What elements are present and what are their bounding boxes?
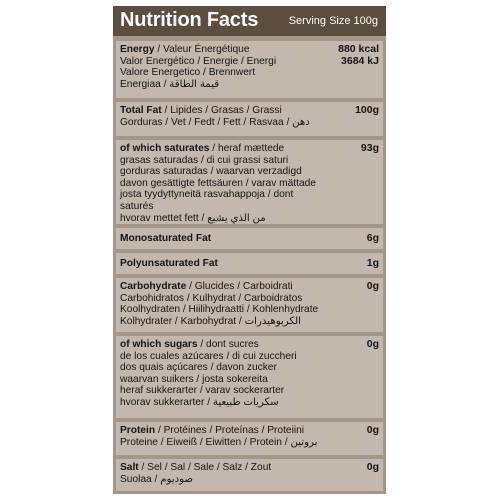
nutrient-translations: / Valeur Énergétique Valor Energético / Energie / Energi Valore Energetico / Brennwert Energiaa / قيمة الطاقة xyxy=(120,44,277,90)
nutrient-value: 100g xyxy=(355,104,379,116)
nutrient-value: 0g xyxy=(366,424,379,436)
nutrient-value: 1g xyxy=(366,257,379,269)
nutrient-name: of which saturates xyxy=(120,143,210,154)
nutrient-label xyxy=(120,44,328,90)
nutrient-translations: / Lipides / Grasas / Grassi Gorduras / Vet / Fedt / Fett / Rasvaa / دهن xyxy=(120,105,310,128)
nutrient-name: Monosaturated Fat xyxy=(120,233,212,244)
nutrition-title: Nutrition Facts xyxy=(120,9,259,31)
nutrient-value: 93g xyxy=(360,142,379,154)
nutrient-value: 0g xyxy=(366,338,379,350)
nutrient-name: Energy xyxy=(120,44,155,55)
nutrient-translations: / Sel / Sal / Sale / Salz / Zout Suolaa / صوديوم xyxy=(120,462,272,485)
nutrient-label xyxy=(120,339,328,409)
nutrient-value: 0g xyxy=(366,461,379,473)
nutrient-translations: / heraf mættede grasas saturadas / di cui grassi saturi gorduras saturadas / waarvan verzadigd davon gesättigte fettsäuren / varav mättade josta tyydyttyneitä rasvahappoja / dont saturés hvorav mettet fett / من الذي يشبع xyxy=(120,143,316,224)
nutrient-name: Total Fat xyxy=(120,105,162,116)
nutrition-header xyxy=(113,6,386,36)
nutrient-row-saturates xyxy=(116,140,383,224)
nutrient-label xyxy=(120,105,328,128)
nutrient-row-energy xyxy=(116,41,383,98)
nutrient-label xyxy=(120,143,328,224)
nutrient-translations: / Glucides / Carboidrati Carbohidratos / Kulhydrat / Carboidratos Koolhydraten / Hiilihydraatti / Kohlenhydrate Kolhydrater / Karbohydrat / الكربوهيدرات xyxy=(120,281,319,327)
nutrient-label xyxy=(120,258,328,270)
nutrient-value: 880 kcal 3684 kJ xyxy=(338,43,379,67)
nutrient-value: 6g xyxy=(366,232,379,244)
nutrient-translations: / dont sucres de los cuales azúcares / di cui zuccheri dos quais açúcares / davon zucker waarvan suikers / josta sokereita heraf sukkerarter / varav sockerarter hvorav sukkerarter / سكريات طبيعية xyxy=(120,339,297,408)
nutrient-translations: / Protéines / Proteínas / Proteiini Proteine / Eiweiß / Eiwitten / Protein / بروتين xyxy=(120,425,318,448)
nutrient-label xyxy=(120,462,328,485)
nutrient-row-salt xyxy=(116,459,383,491)
nutrient-row-monosaturated-fat xyxy=(116,228,383,249)
nutrition-facts-panel xyxy=(113,6,386,494)
nutrient-row-polyunsaturated-fat xyxy=(116,253,383,274)
nutrient-name: Carbohydrate xyxy=(120,281,187,292)
nutrient-label xyxy=(120,425,328,448)
nutrient-row-protein xyxy=(116,422,383,455)
nutrient-row-sugars xyxy=(116,336,383,418)
nutrient-label xyxy=(120,233,328,245)
nutrient-row-carbohydrate xyxy=(116,278,383,332)
nutrient-name: Salt xyxy=(120,462,139,473)
nutrient-name: of which sugars xyxy=(120,339,198,350)
nutrient-value: 0g xyxy=(366,280,379,292)
nutrient-label xyxy=(120,281,328,327)
nutrient-name: Protein xyxy=(120,425,156,436)
serving-size: Serving Size 100g xyxy=(288,15,378,27)
nutrient-row-total-fat xyxy=(116,102,383,136)
nutrient-name: Polyunsaturated Fat xyxy=(120,258,218,269)
